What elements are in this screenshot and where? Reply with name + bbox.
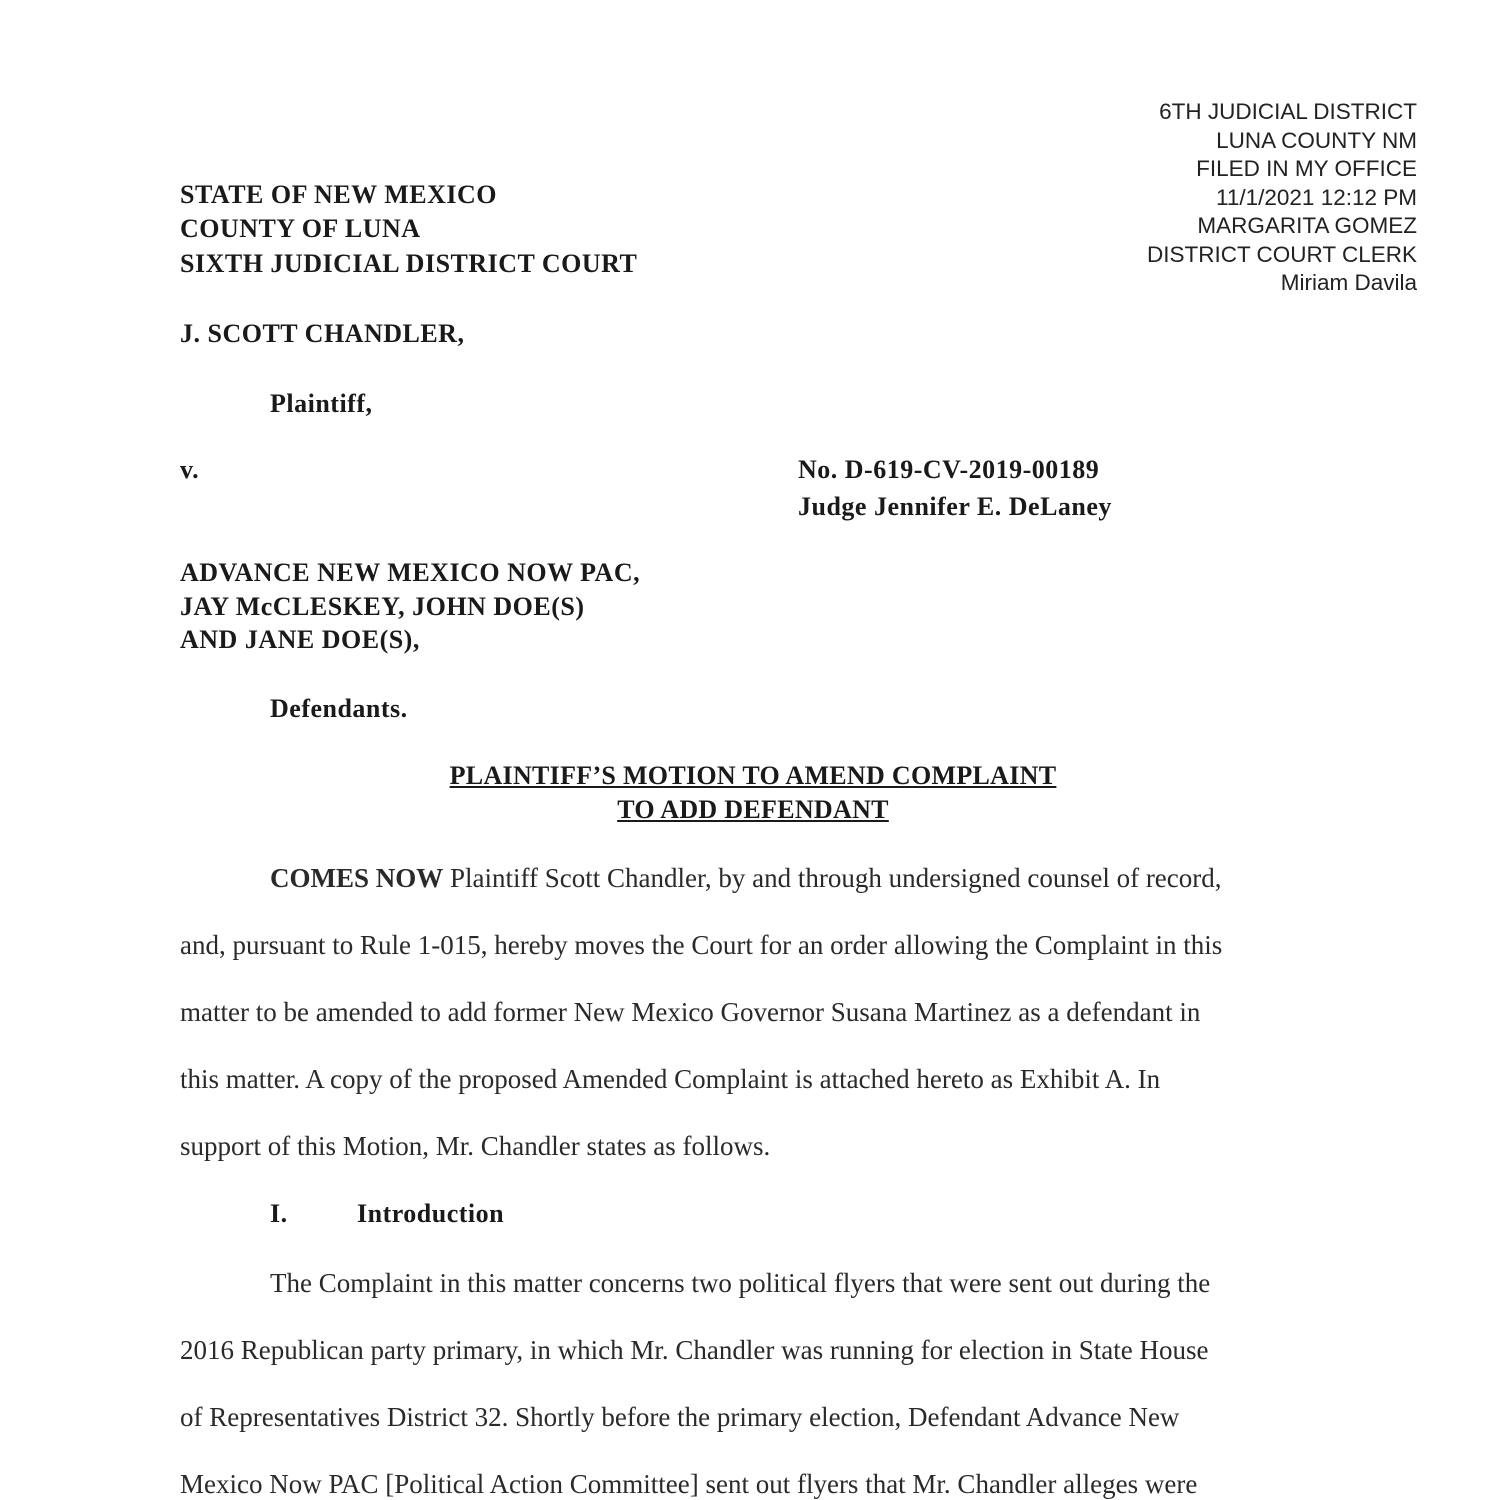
motion-title: PLAINTIFF’S MOTION TO AMEND COMPLAINT bbox=[449, 761, 1057, 790]
body-line: matter to be amended to add former New Mexico Governor Susana Martinez as a defendant in bbox=[180, 997, 1201, 1027]
defendant-line: ADVANCE NEW MEXICO NOW PAC, bbox=[180, 558, 641, 587]
judge-name: Judge Jennifer E. DeLaney bbox=[798, 492, 1112, 521]
stamp-line: FILED IN MY OFFICE bbox=[1196, 156, 1417, 181]
body-line: of Representatives District 32. Shortly before the primary election, Defendant Advance New bbox=[180, 1402, 1180, 1432]
section-number: I. bbox=[270, 1199, 288, 1228]
stamp-line: 6TH JUDICIAL DISTRICT bbox=[1159, 99, 1417, 124]
body-line: and, pursuant to Rule 1-015, hereby moves the Court for an order allowing the Complaint in this bbox=[180, 930, 1223, 960]
defendant-line: AND JANE DOE(S), bbox=[180, 625, 420, 654]
case-number: No. D-619-CV-2019-00189 bbox=[798, 455, 1100, 484]
plaintiff-name: J. SCOTT CHANDLER, bbox=[180, 319, 465, 348]
court-state: STATE OF NEW MEXICO bbox=[180, 180, 497, 209]
stamp-deputy-name: Miriam Davila bbox=[1280, 270, 1417, 295]
stamp-filed-datetime: 11/1/2021 12:12 PM bbox=[1216, 184, 1417, 210]
court-county: COUNTY OF LUNA bbox=[180, 214, 421, 243]
versus: v. bbox=[180, 455, 200, 484]
defendant-line: JAY McCLESKEY, JOHN DOE(S) bbox=[180, 592, 585, 621]
body-line: this matter. A copy of the proposed Amended Complaint is attached hereto as Exhibit A. In bbox=[180, 1064, 1161, 1094]
court-name: SIXTH JUDICIAL DISTRICT COURT bbox=[180, 249, 638, 278]
stamp-clerk-name: MARGARITA GOMEZ bbox=[1197, 213, 1417, 238]
section-heading: Introduction bbox=[357, 1199, 505, 1228]
motion-subtitle: TO ADD DEFENDANT bbox=[617, 795, 889, 824]
body-line: The Complaint in this matter concerns two political flyers that were sent out during the bbox=[270, 1268, 1211, 1298]
body-line: 2016 Republican party primary, in which Mr. Chandler was running for election in State House bbox=[180, 1335, 1209, 1365]
plaintiff-label: Plaintiff, bbox=[270, 389, 373, 418]
clerk-filing-stamp bbox=[1147, 98, 1417, 298]
body-line: Mexico Now PAC [Political Action Committee] sent out flyers that Mr. Chandler alleges were bbox=[180, 1469, 1198, 1499]
defendants-label: Defendants. bbox=[270, 694, 408, 723]
stamp-line: DISTRICT COURT CLERK bbox=[1146, 241, 1417, 267]
body-text: Plaintiff Scott Chandler, by and through undersigned counsel of record, bbox=[443, 863, 1222, 893]
body-line: support of this Motion, Mr. Chandler states as follows. bbox=[180, 1131, 771, 1161]
stamp-line: LUNA COUNTY NM bbox=[1216, 127, 1417, 153]
comes-now-lead: COMES NOW bbox=[270, 863, 444, 893]
body-line bbox=[270, 863, 1222, 894]
